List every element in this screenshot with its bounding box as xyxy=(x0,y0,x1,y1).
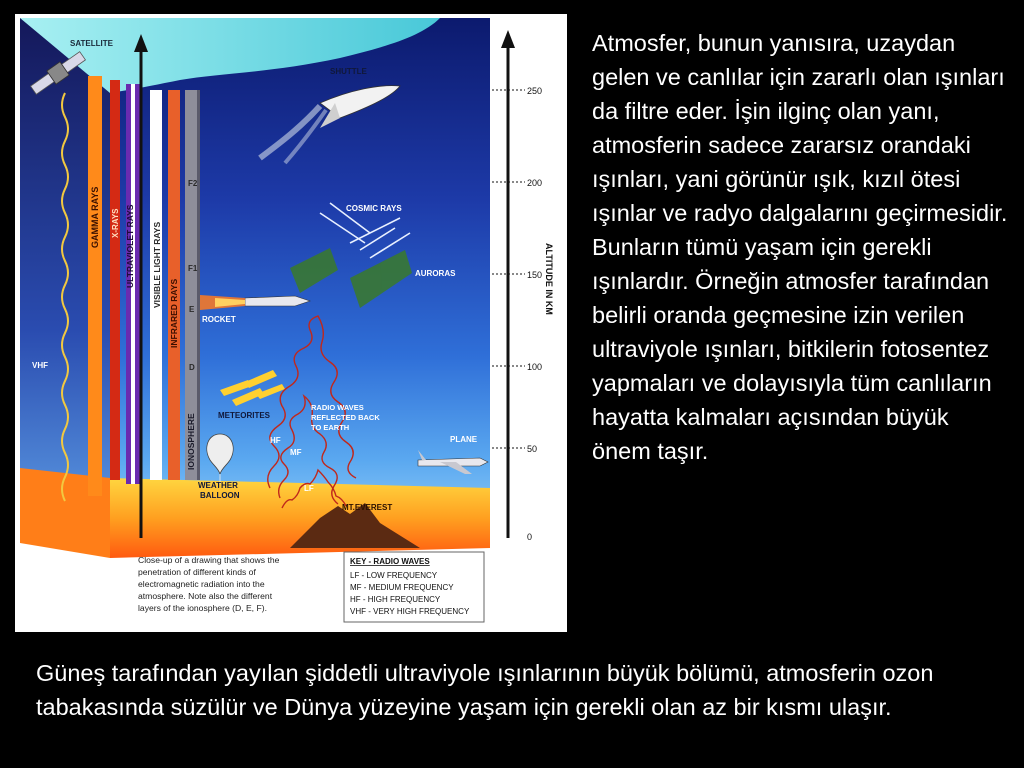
caption-line-2: penetration of different kinds of xyxy=(138,567,256,577)
rocket-label: ROCKET xyxy=(202,315,236,324)
weather-balloon-label-1: WEATHER xyxy=(198,481,238,490)
plane-label: PLANE xyxy=(450,435,478,444)
infrared-label: INFRARED RAYS xyxy=(169,278,179,348)
caption-line-3: electromagnetic radiation into the xyxy=(138,579,265,589)
tick-100: 100 xyxy=(527,362,543,372)
tick-50: 50 xyxy=(527,444,538,454)
altitude-axis-title: ALTITUDE IN KM xyxy=(544,243,554,315)
satellite-label: SATELLITE xyxy=(70,39,113,48)
vhf-label: VHF xyxy=(32,361,48,370)
weather-balloon-label-2: BALLOON xyxy=(200,491,240,500)
uv-rays-label: ULTRAVIOLET RAYS xyxy=(125,204,135,288)
key-title: KEY - RADIO WAVES xyxy=(350,557,430,566)
figure-caption xyxy=(138,555,280,613)
auroras-label: AURORAS xyxy=(415,269,456,278)
tick-0: 0 xyxy=(527,532,533,542)
hf-label: HF xyxy=(270,436,281,445)
atmosphere-diagram xyxy=(20,18,562,626)
mt-everest-label: MT.EVEREST xyxy=(342,503,393,512)
gamma-rays-band xyxy=(88,76,102,496)
cosmic-rays-label: COSMIC RAYS xyxy=(346,204,402,213)
x-rays-label: X-RAYS xyxy=(111,208,120,238)
key-item-lf: LF - LOW FREQUENCY xyxy=(350,571,438,580)
layer-f1: F1 xyxy=(188,264,198,273)
radio-waves-label-1: RADIO WAVES xyxy=(311,403,364,412)
lf-label: LF xyxy=(304,484,314,493)
layer-f2: F2 xyxy=(188,179,198,188)
gamma-rays-label: GAMMA RAYS xyxy=(90,186,100,248)
radio-waves-key xyxy=(344,552,484,622)
tick-250: 250 xyxy=(527,86,543,96)
meteorites-label: METEORITES xyxy=(218,411,271,420)
visible-light-label: VISIBLE LIGHT RAYS xyxy=(152,221,162,308)
ionosphere-band-edge xyxy=(197,90,200,480)
tick-150: 150 xyxy=(527,270,543,280)
key-item-hf: HF - HIGH FREQUENCY xyxy=(350,595,441,604)
key-item-vhf: VHF - VERY HIGH FREQUENCY xyxy=(350,607,470,616)
key-item-mf: MF - MEDIUM FREQUENCY xyxy=(350,583,454,592)
tick-200: 200 xyxy=(527,178,543,188)
altitude-axis-arrow xyxy=(501,30,515,48)
altitude-axis xyxy=(492,30,554,542)
caption-line-5: layers of the ionosphere (D, E, F). xyxy=(138,603,267,613)
caption-line-1: Close-up of a drawing that shows the xyxy=(138,555,280,565)
layer-d: D xyxy=(189,363,195,372)
mf-label: MF xyxy=(290,448,302,457)
x-rays-band xyxy=(110,80,120,480)
shuttle-label: SHUTTLE xyxy=(330,67,367,76)
side-paragraph: Atmosfer, bunun yanısıra, uzaydan gelen ve canlılar için zararlı olan ışınları da filtre eder. İşin ilginç olan yanı, atmosferin sadece zararsız orandaki ışınları, yani görünür ışık, kızıl ötesi ışınlar ve radyo dalgalarını geçirmesidir. Bunların tümü yaşam için gerekli ışınlardır. Örneğin atmosfer tarafından belirli oranda geçmesine izin verilen ultraviyole ışınları, bitkilerin fotosentez yapmaları ve dolayısıyla tüm canlıların hayatta kalmaları açısından büyük önem taşır. xyxy=(592,30,1008,464)
bottom-paragraph: Güneş tarafından yayılan şiddetli ultraviyole ışınlarının büyük bölümü, atmosferin ozon tabakasında süzülür ve Dünya yüzeyine yaşam için gerekli olan az bir kısmı ulaşır. xyxy=(36,660,934,720)
radio-waves-label-3: TO EARTH xyxy=(311,423,350,432)
caption-line-4: atmosphere. Note also the different xyxy=(138,591,273,601)
layer-e: E xyxy=(189,305,195,314)
ionosphere-label: IONOSPHERE xyxy=(186,413,196,470)
radio-waves-label-2: REFLECTED BACK xyxy=(311,413,380,422)
